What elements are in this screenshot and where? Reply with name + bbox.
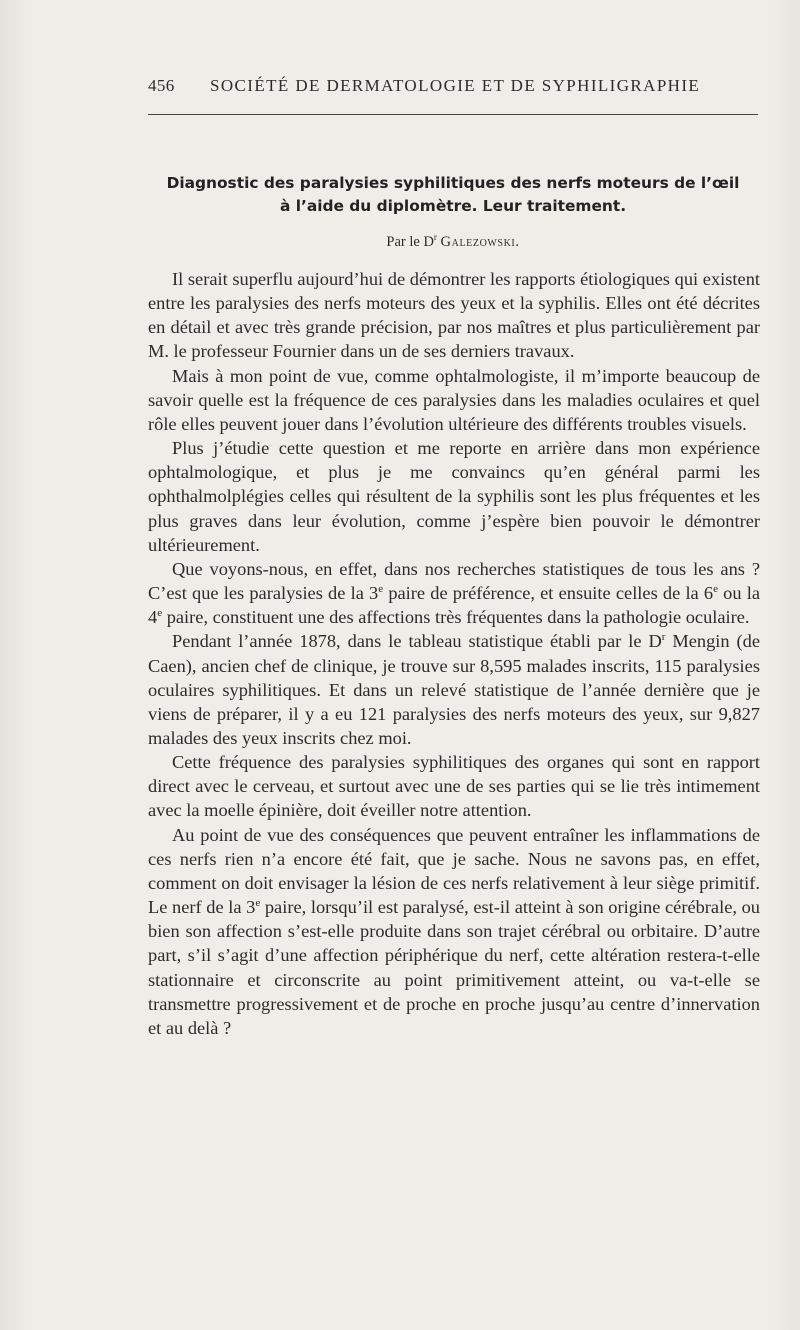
superscript: r: [661, 631, 666, 644]
paragraph-5-part-1: Pendant l’année 1878, dans le tableau statistique établi par le D: [172, 631, 662, 652]
author-name: Galezowski.: [440, 233, 520, 250]
superscript: e: [255, 896, 261, 909]
article-body: [148, 267, 760, 1040]
superscript: e: [378, 582, 384, 595]
page-number: 456: [148, 76, 175, 95]
paragraph-4-part-1: Que voyons-nous, en effet, dans nos recherches statistiques de tous les ans ? C’est que les paralysies de la 3: [148, 558, 760, 604]
paragraph-5-part-2: Mengin (de Caen), ancien chef de clinique, je trouve sur 8,595 malades inscrits, 115 paralysies oculaires syphilitiques. Et dans un relevé statistique de l’année dernière que je viens de préparer, il y a eu 121 paralysies des nerfs moteurs des yeux, sur 9,827 malades des yeux inscrits chez moi.: [148, 631, 761, 748]
running-title: SOCIÉTÉ DE DERMATOLOGIE ET DE SYPHILIGRAPHIE: [210, 76, 701, 95]
article-title: [148, 172, 758, 218]
superscript: e: [157, 607, 163, 620]
paragraph-4: [148, 557, 760, 629]
paragraph-4-part-2: paire de préférence, et ensuite celles de la 6: [383, 583, 714, 604]
article-title-line-1: Diagnostic des paralysies syphilitiques des nerfs moteurs de l’œil: [166, 174, 740, 192]
superscript: e: [713, 582, 718, 595]
paragraph-1: Il serait superflu aujourd’hui de démontrer les rapports étiologiques qui existent entre les paralysies des nerfs moteurs des yeux et la syphilis. Elles ont été décrites en détail et avec très grande précision, par nos maîtres et plus particulièrement par M. le professeur Fournier dans un de ses derniers travaux.: [148, 269, 760, 362]
paragraph-4-part-3: ou la 4: [148, 583, 761, 628]
author-byline: [148, 232, 758, 251]
byline-superscript: r: [433, 232, 437, 242]
header-rule: [148, 114, 758, 115]
paragraph-5: [148, 629, 760, 750]
paragraph-7-part-2: paire, lorsqu’il est paralysé, est-il atteint à son origine cérébrale, ou bien son affection s’est-elle produite dans son trajet cérébral ou orbitaire. D’autre part, s’il s’agit d’une affection périphérique du nerf, cette altération restera-t-elle stationnaire et circonscrite au point primitivement atteint, ou va-t-elle se transmettre progressivement et de proche en proche jusqu’au centre d’innervation et au delà ?: [148, 897, 760, 1038]
paragraph-6: Cette fréquence des paralysies syphilitiques des organes qui sont en rapport direct avec le cerveau, et surtout avec une de ses parties qui se lie très intimement avec la moelle épinière, doit éveiller notre attention.: [148, 752, 760, 821]
paragraph-7-part-1: Au point de vue des conséquences que peuvent entraîner les inflammations de ces nerfs rien n’a encore été fait, que je sache. Nous ne savons pas, en effet, comment on doit envisager la lésion de ces nerfs relativement à leur siège primitif. Le nerf de la 3: [148, 824, 760, 918]
paragraph-2: Mais à mon point de vue, comme ophtalmologiste, il m’importe beaucoup de savoir quelle est la fréquence de ces paralysies dans les maladies oculaires et quel rôle elles peuvent jouer dans l’évolution ultérieure des différents troubles visuels.: [148, 365, 760, 434]
byline-prefix: Par le D: [386, 233, 434, 250]
paragraph-4-part-4: paire, constituent une des affections très fréquentes dans la pathologie oculaire.: [162, 607, 750, 628]
page-header: [148, 76, 758, 96]
article-title-line-2: à l’aide du diplomètre. Leur traitement.: [279, 197, 627, 215]
paragraph-3: Plus j’étudie cette question et me reporte en arrière dans mon expérience ophtalmologique, et plus je me convaincs qu’en général parmi les ophthalmolplégies celles qui résultent de la syphilis sont les plus fréquentes et les plus graves dans leur évolution, comme j’espère bien pouvoir le démontrer ultérieurement.: [148, 438, 760, 555]
paragraph-7: [148, 823, 760, 1040]
